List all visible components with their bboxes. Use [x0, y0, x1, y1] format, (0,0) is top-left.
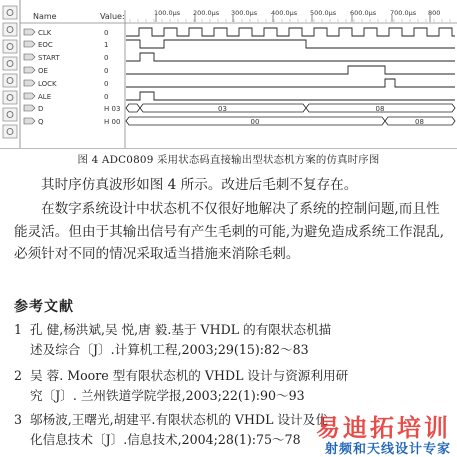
- time-tick-label: 700.0μs: [390, 9, 417, 17]
- time-tick-label: 500.0μs: [310, 9, 337, 17]
- d-bus: [126, 104, 455, 113]
- clock-icon[interactable]: [3, 125, 17, 138]
- time-tick-label: 300.0μs: [231, 9, 258, 17]
- ale-wave: [126, 92, 455, 100]
- time-ruler: [130, 9, 450, 22]
- figure-caption: 图 4 ADC0809 采用状态码直接输出型状态机方案的仿真时序图: [77, 154, 380, 166]
- signal-row[interactable]: [24, 105, 120, 113]
- q-bus: [126, 117, 455, 126]
- paragraph-2: [14, 198, 447, 266]
- eoc-wave: [126, 40, 455, 48]
- waveforms: [126, 28, 455, 126]
- reference-item: [14, 320, 454, 360]
- invert-icon[interactable]: [3, 108, 17, 121]
- signal-value: 0: [104, 93, 109, 101]
- signal-row[interactable]: [24, 118, 120, 126]
- reference-item: [14, 366, 454, 406]
- signal-value: 0: [104, 67, 109, 75]
- zoom-out-icon[interactable]: [3, 57, 17, 70]
- bus-value-label: 00: [250, 118, 260, 126]
- paragraph-1-text: 其时序仿真波形如图 4 所示。改进后毛刺不复存在。: [41, 177, 358, 193]
- clk-wave: [126, 28, 455, 36]
- time-tick-label: 100.0μs: [154, 9, 181, 17]
- signal-name: EOC: [38, 41, 53, 49]
- reference-number: 1: [14, 322, 23, 337]
- signal-row[interactable]: [24, 29, 108, 37]
- text-icon[interactable]: [3, 23, 17, 36]
- pin-icon: [24, 29, 35, 35]
- signal-value: 0: [104, 29, 109, 37]
- watermark-main: 易迪拓培训: [316, 414, 451, 442]
- bus-value-label: 03: [218, 105, 227, 113]
- zoom-in-icon[interactable]: [3, 40, 17, 53]
- value-column-header: Value:: [100, 12, 125, 21]
- fit-icon[interactable]: [3, 74, 17, 87]
- time-tick-label: 200.0μs: [193, 9, 220, 17]
- references-heading: 参考文献: [14, 299, 74, 315]
- pin-icon: [24, 54, 35, 60]
- signal-row[interactable]: [24, 54, 108, 62]
- signal-row[interactable]: [24, 80, 108, 88]
- signal-name: OE: [38, 67, 48, 75]
- oe-wave: [126, 66, 455, 74]
- reference-number: 3: [14, 412, 23, 427]
- pointer-icon[interactable]: [3, 6, 17, 19]
- pin-icon: [24, 67, 35, 73]
- signal-value: 0: [104, 80, 109, 88]
- signal-name: ALE: [38, 93, 52, 101]
- signal-value: 0: [104, 54, 109, 62]
- start-wave: [126, 53, 455, 61]
- signal-name: LOCK: [38, 80, 57, 88]
- signal-rows: [24, 29, 120, 126]
- pin-icon: [24, 80, 35, 86]
- find-icon[interactable]: [3, 91, 17, 104]
- reference-line-1: 邬杨波,王曙光,胡建平.有限状态机的 VHDL 设计及优: [30, 412, 328, 427]
- signal-value: H 03: [104, 105, 121, 113]
- watermark-logo: [291, 408, 451, 456]
- pin-icon: [24, 41, 35, 47]
- time-tick-label: 600.0μs: [350, 9, 377, 17]
- waveform-simulator: [0, 0, 457, 149]
- time-tick-label: 800: [428, 9, 441, 17]
- name-column-header: Name: [33, 12, 57, 21]
- signal-value: H 00: [104, 118, 121, 126]
- lock-wave: [126, 79, 455, 87]
- reference-line-1: 吴 蓉. Moore 型有限状态机的 VHDL 设计与资源利用研: [30, 368, 349, 383]
- reference-number: 2: [14, 368, 23, 383]
- waveform-toolbar: [3, 6, 17, 138]
- signal-row[interactable]: [24, 67, 108, 75]
- signal-name: CLK: [38, 29, 52, 37]
- paragraph-1: [14, 174, 447, 197]
- signal-name: D: [38, 105, 44, 113]
- pin-icon: [24, 105, 35, 111]
- reference-line-2: 究〔J〕. 兰州铁道学院学报,2003;22(1):90～93: [30, 388, 305, 403]
- signal-row[interactable]: [24, 93, 108, 101]
- signal-name: START: [38, 54, 60, 62]
- signal-value: 1: [104, 41, 109, 49]
- bus-value-label: 08: [415, 118, 424, 126]
- pin-icon: [24, 118, 35, 124]
- watermark-sub: 射频和天线设计专家: [324, 442, 451, 457]
- reference-line-1: 孔 健,杨洪斌,吴 悦,唐 毅.基于 VHDL 的有限状态机描: [30, 322, 332, 337]
- pin-icon: [24, 93, 35, 99]
- time-tick-label: 400.0μs: [271, 9, 298, 17]
- bus-value-label: 08: [375, 105, 385, 113]
- signal-row[interactable]: [24, 41, 108, 49]
- signal-name: Q: [38, 118, 44, 126]
- reference-line-2: 化信息技术〔J〕.信息技术,2004;28(1):75～78: [30, 432, 301, 447]
- paragraph-2-text: 在数字系统设计中状态机不仅很好地解决了系统的控制问题,而且性能灵活。但由于其输出信号有产生毛刺的可能,为避免造成系统工作混乱,必须针对不同的情况采取适当措施来消除毛刺。: [14, 201, 445, 262]
- reference-line-2: 述及综合〔J〕.计算机工程,2003;29(15):82～83: [30, 342, 309, 357]
